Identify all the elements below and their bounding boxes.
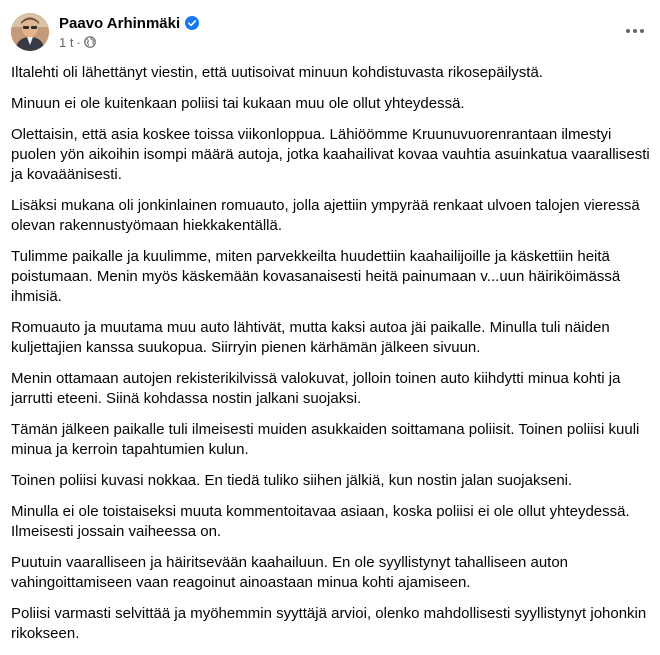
post-paragraph: Romuauto ja muutama muu auto lähtivät, mutta kaksi autoa jäi paikalle. Minulla tuli näiden kuljettajien kanssa suukopua. Siirryin pienen kärhämän jälkeen sivuun.: [11, 319, 610, 356]
post-paragraph: Minulla ei ole toistaiseksi muuta kommentoitavaa asiaan, koska poliisi ei ole ollut yhteydessä. Ilmeisesti jossain vaiheessa on.: [11, 503, 630, 540]
post-text: [11, 63, 651, 655]
verified-badge-icon: [185, 16, 199, 30]
author-name[interactable]: Paavo Arhinmäki: [59, 14, 181, 32]
post-paragraph: Olettaisin, että asia koskee toissa viikonloppua. Lähiöömme Kruunuvuorenrantaan ilmestyi puolen yön aikoihin isompi määrä autoja, jotka kaahailivat kovaa vauhtia asuinkatua vaarallisesti ja kovaäänisesti.: [11, 126, 650, 183]
post-paragraph: Minuun ei ole kuitenkaan poliisi tai kukaan muu ole ollut yhteydessä.: [11, 95, 465, 112]
globe-icon[interactable]: [84, 36, 96, 48]
avatar[interactable]: [11, 13, 49, 51]
timestamp-row: [59, 33, 199, 51]
meta-separator: ·: [76, 34, 81, 50]
post-paragraph: Poliisi varmasti selvittää ja myöhemmin syyttäjä arvioi, olenko mahdollisesti syyllistynyt johonkin rikokseen.: [11, 605, 647, 642]
post-paragraph: Lisäksi mukana oli jonkinlainen romuauto, jolla ajettiin ympyrää renkaat ulvoen talojen vieressä olevan rakennustyömaan hiekkakentällä.: [11, 197, 640, 234]
avatar-photo: [11, 13, 49, 51]
post-paragraph: Tulimme paikalle ja kuulimme, miten parvekkeilta huudettiin kaahailijoille ja käskettiin heitä poistumaan. Menin myös käskemään kovasanaisesti heitä painumaan v...uun häiriköimässä ihmisiä.: [11, 248, 621, 305]
post-header: [11, 10, 199, 54]
post-paragraph: Iltalehti oli lähettänyt viestin, että uutisoivat minuun kohdistuvasta rikosepäilystä.: [11, 64, 543, 81]
post-timestamp[interactable]: 1 t: [59, 34, 74, 50]
post-paragraph: Menin ottamaan autojen rekisterikilvissä valokuvat, jolloin toinen auto kiihdytti minua kohti ja jarrutti eteeni. Siinä kohdassa nostin jalkani suojaksi.: [11, 370, 621, 407]
more-options-icon: [626, 29, 644, 33]
post-meta: [59, 13, 199, 51]
author-row: [59, 13, 199, 33]
post-paragraph: Toinen poliisi kuvasi nokkaa. En tiedä tuliko siihen jälkiä, kun nostin jalan suojakseni.: [11, 472, 573, 489]
post-paragraph: Puutuin vaaralliseen ja häiritsevään kaahailuun. En ole syyllistynyt tahalliseen auton vahingoittamiseen vaan reagoinut ainoastaan minua kohti ajamiseen.: [11, 554, 569, 591]
more-options-button[interactable]: [620, 18, 650, 44]
post-paragraph: Tämän jälkeen paikalle tuli ilmeisesti muiden asukkaiden soittamana poliisit. Toinen poliisi kuuli minua ja kerroin tapahtumien kulun.: [11, 421, 640, 458]
